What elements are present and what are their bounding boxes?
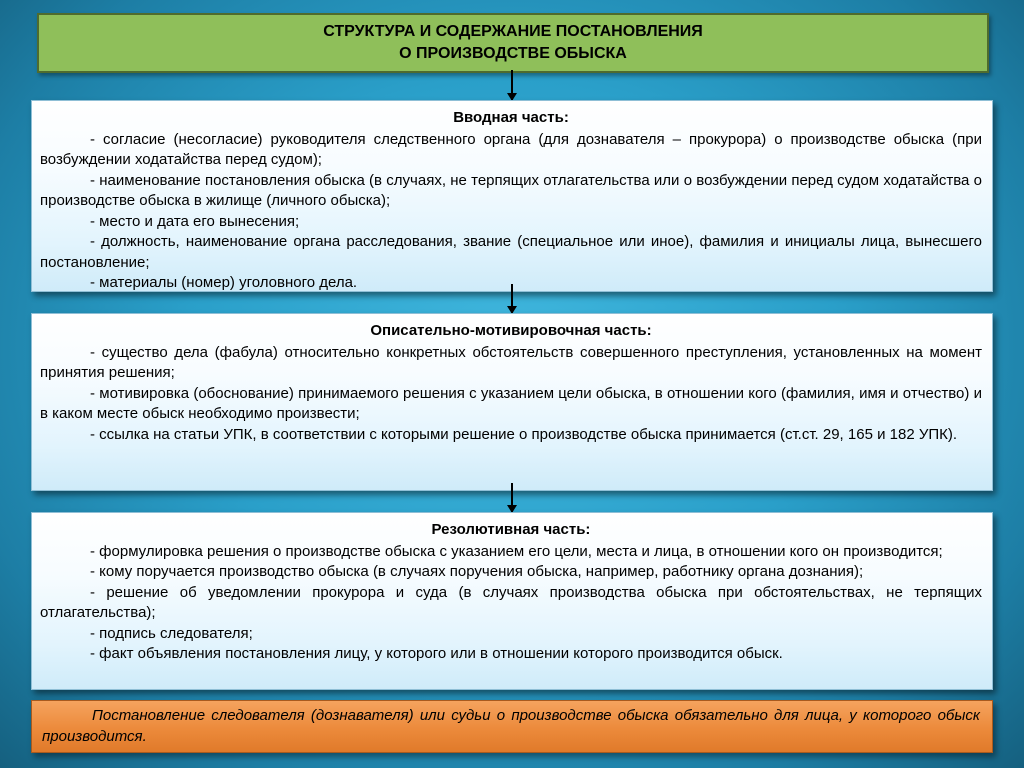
section-item: - мотивировка (обоснование) принимаемого решения с указанием цели обыска, в отношении кого (фамилия, имя и отчество) и в каком месте обыск необходимо произвести; [40, 384, 982, 422]
section-item: - материалы (номер) уголовного дела. [90, 274, 358, 291]
arrow-down-icon [511, 284, 513, 313]
section-item: - ссылка на статьи УПК, в соответствии с которыми решение о производстве обыска принимается (ст.ст. 29, 165 и 182 УПК). [90, 425, 958, 443]
section-heading: Описательно-мотивировочная часть: [370, 322, 652, 339]
section-item: - наименование постановления обыска (в случаях, не терпящих отлагательства или о возбуждении перед судом ходатайства о производстве обыска в жилище (личного обыска); [40, 171, 982, 209]
arrow-down-icon [511, 70, 513, 100]
title-line-2: О ПРОИЗВОДСТВЕ ОБЫСКА [399, 45, 627, 62]
section-item: - кому поручается производство обыска (в случаях поручения обыска, например, работнику органа дознания); [90, 563, 864, 580]
title-line-1: СТРУКТУРА И СОДЕРЖАНИЕ ПОСТАНОВЛЕНИЯ [323, 23, 703, 40]
section-item: - согласие (несогласие) руководителя следственного органа (для дознавателя – прокурора) о производстве обыска (при возбуждении ходатайства перед судом); [40, 130, 982, 168]
section-descriptive [31, 313, 993, 491]
arrow-down-icon [511, 483, 513, 512]
section-item: - должность, наименование органа расследования, звание (специальное или иное), фамилия и инициалы лица, вынесшего постановление; [40, 233, 982, 271]
section-item: - решение об уведомлении прокурора и суда (в случаях производства обыска при обстоятельствах, не терпящих отлагательства); [40, 583, 982, 621]
section-item: - факт объявления постановления лицу, у которого или в отношении которого производится обыск. [90, 645, 783, 662]
section-item: - формулировка решения о производстве обыска с указанием его цели, места и лица, в отношении кого он производится; [90, 542, 943, 560]
section-resolutive [31, 512, 993, 690]
section-heading: Резолютивная часть: [431, 521, 591, 538]
note-box: Постановление следователя (дознавателя) или судьи о производстве обыска обязательно для лица, у которого обыск производится. [31, 700, 993, 753]
title-box [37, 13, 989, 73]
section-intro [31, 100, 993, 292]
section-item: - место и дата его вынесения; [90, 212, 300, 230]
section-item: - существо дела (фабула) относительно конкретных обстоятельств совершенного преступления, установленных на момент принятия решения; [40, 343, 982, 381]
section-heading: Вводная часть: [453, 109, 569, 126]
section-item: - подпись следователя; [90, 624, 253, 642]
